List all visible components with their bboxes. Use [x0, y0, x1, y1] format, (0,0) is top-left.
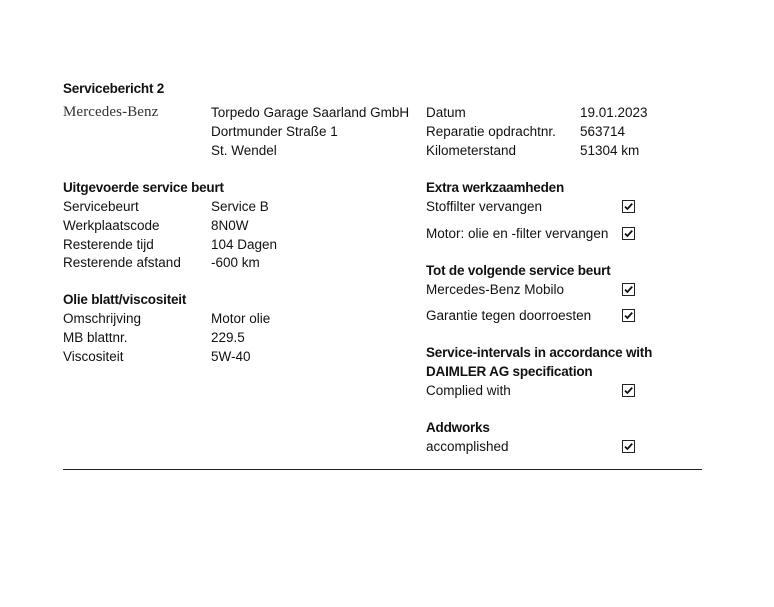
oil-label: MB blattnr.: [63, 330, 128, 345]
bottom-divider: [63, 469, 702, 470]
garage-street: Dortmunder Straße 1: [211, 124, 338, 139]
addworks-item-label: accomplished: [426, 439, 509, 454]
meta-label-date: Datum: [426, 105, 466, 120]
checkbox-garantie[interactable]: [622, 309, 635, 322]
oil-label: Omschrijving: [63, 311, 142, 326]
next-heading: Tot de volgende service beurt: [426, 263, 611, 278]
oil-label: Viscositeit: [63, 349, 124, 364]
intervals-heading-line2: DAIMLER AG specification: [426, 364, 593, 379]
checkbox-stoffilter[interactable]: [622, 200, 635, 213]
checkbox-motor-olie[interactable]: [622, 227, 635, 240]
oil-value: 5W-40: [211, 349, 251, 364]
checkmark-icon: [623, 385, 634, 396]
addworks-heading: Addworks: [426, 420, 490, 435]
checkmark-icon: [623, 310, 634, 321]
checkmark-icon: [623, 284, 634, 295]
oil-value: 229.5: [211, 330, 245, 345]
meta-value-mileage: 51304 km: [580, 143, 640, 158]
oil-value: Motor olie: [211, 311, 271, 326]
service-label: Werkplaatscode: [63, 218, 160, 233]
service-label: Resterende tijd: [63, 237, 154, 252]
service-label: Resterende afstand: [63, 255, 181, 270]
intervals-heading-line1: Service-intervals in accordance with: [426, 345, 653, 360]
service-heading: Uitgevoerde service beurt: [63, 180, 224, 195]
meta-label-order: Reparatie opdrachtnr.: [426, 124, 556, 139]
checkbox-mobilo[interactable]: [622, 283, 635, 296]
next-item-label: Garantie tegen doorroesten: [426, 308, 592, 323]
service-value: -600 km: [211, 255, 260, 270]
meta-value-order: 563714: [580, 124, 626, 139]
oil-heading: Olie blatt/viscositeit: [63, 292, 187, 307]
checkbox-complied[interactable]: [622, 384, 635, 397]
garage-city: St. Wendel: [211, 143, 277, 158]
intervals-item-label: Complied with: [426, 383, 511, 398]
extra-item-label: Stoffilter vervangen: [426, 199, 543, 214]
next-item-label: Mercedes-Benz Mobilo: [426, 282, 565, 297]
service-value: 8N0W: [211, 218, 249, 233]
checkmark-icon: [623, 201, 634, 212]
meta-value-date: 19.01.2023: [580, 105, 648, 120]
meta-label-mileage: Kilometerstand: [426, 143, 517, 158]
garage-name: Torpedo Garage Saarland GmbH: [211, 105, 410, 120]
page-title: Servicebericht 2: [63, 81, 165, 96]
checkmark-icon: [623, 228, 634, 239]
service-label: Servicebeurt: [63, 199, 139, 214]
service-value: 104 Dagen: [211, 237, 278, 252]
checkmark-icon: [623, 441, 634, 452]
extra-heading: Extra werkzaamheden: [426, 180, 565, 195]
brand-logo-text: Mercedes-Benz: [63, 104, 159, 120]
extra-item-label: Motor: olie en -filter vervangen: [426, 226, 609, 241]
service-value: Service B: [211, 199, 269, 214]
checkbox-accomplished[interactable]: [622, 440, 635, 453]
